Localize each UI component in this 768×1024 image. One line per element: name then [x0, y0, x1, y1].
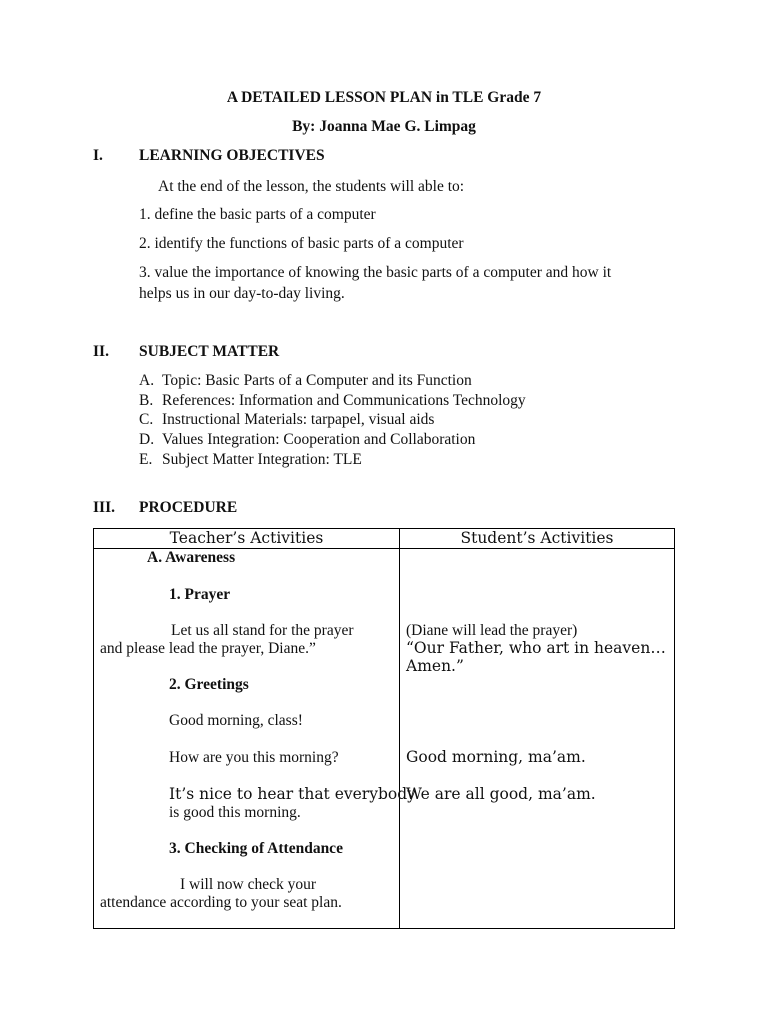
- teacher-greeting-line-3: It’s nice to hear that everybody: [169, 785, 416, 803]
- subject-item-letter: B.: [139, 392, 154, 409]
- procedure-table: [93, 528, 675, 929]
- subject-item-letter: E.: [139, 451, 153, 468]
- prayer-heading: 1. Prayer: [169, 586, 231, 603]
- student-prayer-line-2: “Our Father, who art in heaven…: [406, 639, 666, 657]
- student-prayer-line-1: (Diane will lead the prayer): [406, 622, 578, 639]
- objective-item: 3. value the importance of knowing the basic parts of a computer and how it: [139, 264, 612, 281]
- teacher-prayer-line-1: Let us all stand for the prayer: [171, 622, 354, 639]
- objective-item-continuation: helps us in our day-to-day living.: [139, 285, 345, 302]
- subject-item-text: References: Information and Communications Technology: [162, 392, 526, 409]
- column-header-student: Student’s Activities: [460, 529, 614, 547]
- subject-item-text: Subject Matter Integration: TLE: [162, 451, 362, 468]
- section-heading-procedure: PROCEDURE: [139, 499, 238, 516]
- teacher-prayer-line-2: and please lead the prayer, Diane.”: [100, 640, 316, 657]
- awareness-heading: A. Awareness: [147, 549, 236, 566]
- greetings-heading: 2. Greetings: [169, 676, 249, 693]
- student-greeting-line-1: Good morning, ma’am.: [406, 748, 586, 766]
- student-prayer-line-3: Amen.”: [406, 657, 464, 675]
- teacher-attendance-line-2: attendance according to your seat plan.: [100, 894, 342, 911]
- section-numeral-subject-matter: II.: [93, 343, 109, 360]
- subject-item-text: Topic: Basic Parts of a Computer and its Function: [162, 372, 472, 389]
- objective-item: 2. identify the functions of basic parts of a computer: [139, 235, 464, 252]
- objective-item: 1. define the basic parts of a computer: [139, 206, 376, 223]
- subject-item-letter: A.: [139, 372, 155, 389]
- attendance-heading: 3. Checking of Attendance: [169, 840, 343, 857]
- document-author: By: Joanna Mae G. Limpag: [292, 118, 476, 135]
- section-heading-subject-matter: SUBJECT MATTER: [139, 343, 280, 360]
- subject-item-text: Values Integration: Cooperation and Collaboration: [162, 431, 476, 448]
- student-greeting-line-2: We are all good, ma’am.: [406, 785, 596, 803]
- subject-item-text: Instructional Materials: tarpapel, visual aids: [162, 411, 435, 428]
- teacher-greeting-line-4: is good this morning.: [169, 804, 301, 821]
- objectives-intro: At the end of the lesson, the students will able to:: [158, 178, 465, 195]
- section-numeral-procedure: III.: [93, 499, 115, 516]
- teacher-greeting-line-1: Good morning, class!: [169, 712, 303, 729]
- subject-item-letter: D.: [139, 431, 155, 448]
- teacher-attendance-line-1: I will now check your: [180, 876, 317, 893]
- column-header-teacher: Teacher’s Activities: [169, 529, 324, 547]
- document-title: A DETAILED LESSON PLAN in TLE Grade 7: [226, 89, 542, 106]
- subject-item-letter: C.: [139, 411, 154, 428]
- section-numeral-objectives: I.: [93, 147, 103, 164]
- table-column-divider: [399, 529, 400, 928]
- section-heading-objectives: LEARNING OBJECTIVES: [139, 147, 325, 164]
- teacher-greeting-line-2: How are you this morning?: [169, 749, 339, 766]
